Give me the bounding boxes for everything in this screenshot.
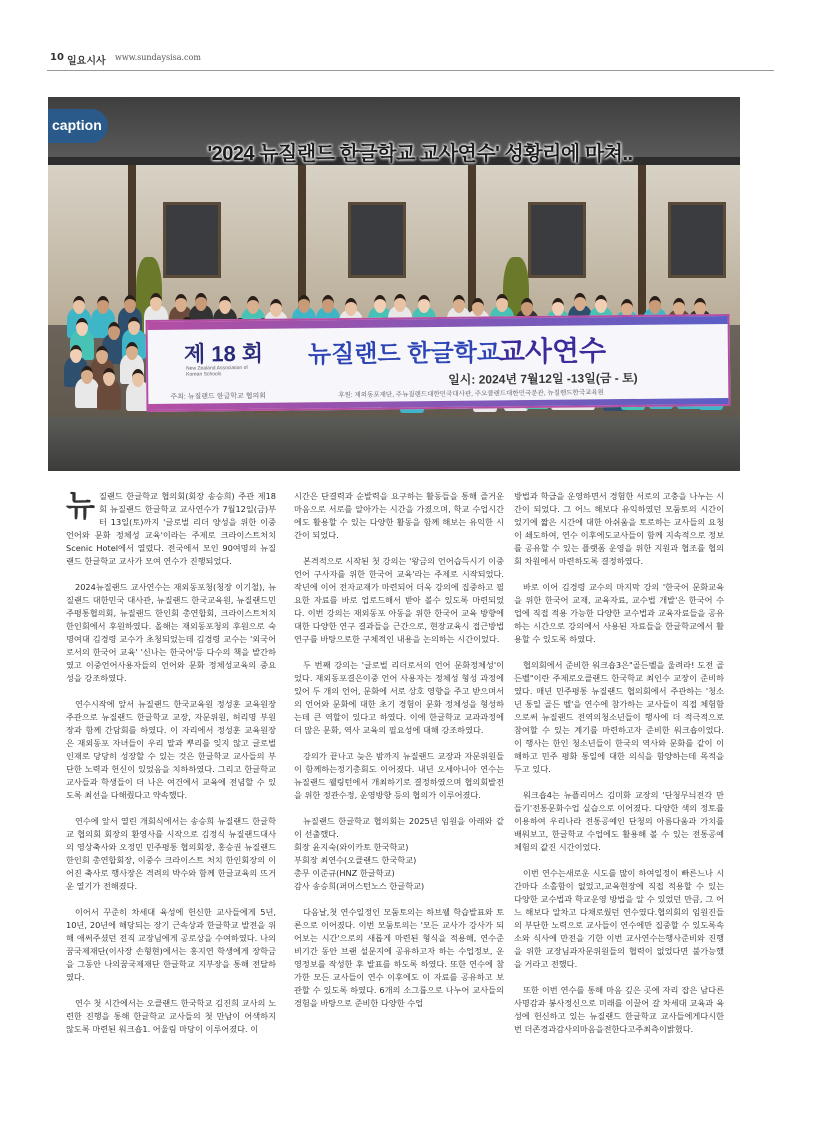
crowd-person-face	[175, 294, 187, 312]
article-paragraph: 2024뉴질랜드 교사연수는 재외동포청(청장 이기철), 뉴질랜드 대한민국 대사관, 뉴질랜드 한국교육원, 뉴질랜드민주평통협의회, 뉴질랜드 한인회 총연합회, 크라이스트처치 한인회에서 후원하였다. 올해는 재외동포청의 후원으로 숙명여대 김경령 교수가 초청되었는데 김경령 교수는 '외국어로서의 한국어 교육' '신나는 한국어'등 다수의 책을 발간하였고 이중언어사용자들의 언어와 문화 정체성교육의 중요성을 강조하였다.	[66, 582, 276, 683]
group-photo	[48, 97, 740, 471]
officer-list	[294, 841, 504, 893]
crowd-person-face	[574, 293, 586, 311]
crowd-person-face	[322, 295, 334, 313]
photo-ground	[48, 417, 740, 471]
article-paragraph: 본격적으로 시작된 첫 강의는 '왕금의 언어습득시기 이중언어 구사자를 위한 한국어 교육'라는 주제로 시작되었다. 작년에 이어 전자교재가 마련되어 더욱 강의에 집중하고 필요한 자료를 바로 업로드해서 받아 볼수 있도록 마련되었다. 이번 강의는 재외동포 아동을 위한 한국어 교육 방향에 대한 다양한 연구 결과들을 근간으로, 현장교육시 접근방법 연구를 바탕으로한 구체적인 내용을 논의하는 시간이었다.	[294, 556, 504, 644]
article-paragraph: 시간은 단결력과 순발력을 요구하는 활동들을 통해 즐거운 마음으로 서로를 알아가는 시간을 가졌으며, 학교 수업시간에도 활용할 수 있는 다양한 활동을 함께 해보는 유익한 시간이 되었다.	[294, 491, 504, 540]
officer-item: 부회장 최연수(오클랜드 한국학교)	[294, 855, 417, 865]
photo-sign	[48, 109, 108, 143]
article-paragraph: 다음날,첫 연수일정인 모둠토의는 하브웰 학습발표와 토론으로 이어졌다. 이번 모둠토의는 '모든 교사가 강사가 되어보는 시간'으로의 새롭게 마련된 형식을 적용해, 연수준비기간 동안 브랜 설문지에 공유하고자 하는 수업정보, 운영정보를 작성한 후 발표를 하도록 하였다. 또한 연수에 참가한 모든 교사들이 연수 이후에도 이 자료를 공유하고 보관할 수 있도록 하였다. 6개의 소그룹으로 나누어 교사들의 경험을 바탕으로 준비한 다양한 수업	[294, 907, 504, 1008]
article-paragraph: 방법과 학급을 운영하면서 경험한 서로의 고충을 나누는 시간이 되었다. 그 어느 해보다 유익하였던 모둠토의 시간이었기에 짧은 시간에 대한 아쉬움을 토로하는 교사들의 요청이 쇄도하여, 연수 이후에도교사들이 함께 지속적으로 정보를 공유할 수 있는 플랫폼 운영을 위한 지원과 협조를 협의회 차원에서 마련하도록 결정하였다.	[514, 491, 724, 566]
page-header	[47, 50, 774, 70]
article-paragraph: 연수에 앞서 열린 개회식에서는 송승희 뉴질랜드 한글학교 협의회 회장의 환영사를 시작으로 김정식 뉴질랜드대사의 영상축사와 오정민 민주평통 협의회장, 홍승권 뉴질랜드 한인회 총연합회장, 이중수 크라이스트 처치 한인회장의 이어진 축사로 행사장은 격려의 박수와 함께 한글교육의 뜨거운 열기가 전해졌다.	[66, 816, 276, 891]
photo-window	[348, 202, 406, 278]
officer-item: 감사 송승희(퍼머스턴노스 한글학교)	[294, 881, 425, 891]
article-paragraph: 뉴질랜드 한글학교 협의회는 2025년 임원을 아래와 같이 선출했다.	[294, 816, 504, 839]
article-body	[66, 490, 726, 1100]
officer-item: 총무 이준규(HNZ 한글학교)	[294, 868, 395, 878]
banner-title-1: 뉴질랜드 한글학교	[307, 339, 501, 369]
article-column-1	[66, 490, 276, 1049]
headline: '2024 뉴질랜드 한글학교 교사연수' 성황리에 마쳐..	[207, 143, 633, 165]
article-paragraph: 강의가 끝나고 늦은 밤까지 뉴질랜드 교장과 자문위원들이 함께하는정기총회도 이어졌다. 내년 오세아니아 연수는 뉴질랜드 웰링턴에서 개최하기로 결정하였으며 협의회발전을 위한 정관수정, 운영방향 등의 협의가 이루어졌다.	[294, 751, 504, 800]
publication-url: www.sundaysisa.com	[115, 53, 201, 62]
article-paragraph: 연수시작에 앞서 뉴질랜드 한국교육원 정성훈 교육원장 주관으로 뉴질랜드 한글학교 교장, 자문위원, 허리명 부원장과 함께 간담회를 하였다. 이 자리에서 정성훈 교육원장은 재외동포 자녀들이 우리 말과 뿌리를 잊지 않고 글로벌 인재로 당당히 성장할 수 있는 것은 한글학교 교사들의 부단한 노력과 헌신이 있었음을 치하하였다. 그리고 한글학교 교사들과 학생들이 더 나은 여건에서 교육에 전념할 수 있도록 최선을 다해줬다고 약속했다.	[66, 699, 276, 800]
officer-item: 회장 윤지숙(와이카토 한국학교)	[294, 842, 409, 852]
banner-date: 일시: 2024년 7월12일 -13일(금 - 토)	[448, 370, 638, 387]
crowd-person-face	[81, 366, 93, 384]
article-paragraph: 워크숍4는 뉴플리머스 김미화 교장의 '단청무늬전각 만들기'전통문화수업 실습으로 이어졌다. 다양한 색의 정토를 이용하여 우리나라 전통공예인 단청의 아름다움과 가치를 배워보고, 한글학교 수업에도 활용해 볼 수 있는 전통공예 체험의 값진 시간이었다.	[514, 790, 724, 852]
header-rule	[47, 70, 774, 71]
photo-window	[668, 202, 726, 278]
crowd-person-face	[70, 345, 82, 363]
crowd-person-face	[128, 317, 140, 335]
banner-subtitle: New Zealand Association of Korean Schools	[186, 364, 248, 378]
article-paragraph: 연수 첫 시간에서는 오클랜드 한국학교 김진희 교사의 노련한 진행을 통해 한글학교 교사들의 첫 만남이 어색하지 않도록 마련된 워크숍1. 어울림 마당이 이루어졌다. 이	[66, 998, 276, 1034]
crowd-person-face	[453, 295, 465, 313]
article-paragraph-text: 질랜드 한글학교 협의회(회장 송승희) 주관 제18회 뉴질랜드 한글학교 교사연수가 7월12일(금)부터 13일(토)까지 '글로벌 리더 양성을 위한 이중언어와 문화 정체성 교육'이라는 주제로 크라이스트처치 Scenic Hotel에서 열렸다. 전국에서 모인 90여명의 뉴질랜드 한글학교 교사가 모여 연수가 진행되었다.	[66, 491, 276, 566]
photo-window	[528, 202, 586, 278]
banner-sponsors: 후원: 재외동포재단, 주뉴질랜드대한민국대사관, 주오클랜드대한민국분관, 뉴질랜드한국교육원	[338, 389, 604, 400]
crowd-person-face	[132, 369, 144, 387]
banner-edition: 제 18 회	[183, 340, 264, 367]
article-paragraph: 또한 이번 연수를 통해 마음 깊은 곳에 자리 잡은 남다른 사명감과 봉사정신으로 미래를 이끌어 갈 차세대 교육과 육성에 헌신하고 있는 뉴질랜드 한글학교 교사들에게다시한 번 더존경과감사의마음을전한다고주최측이밝혔다.	[514, 985, 724, 1034]
crowd-person-face	[219, 296, 231, 314]
crowd-person-face	[195, 293, 207, 311]
article-paragraph: 이어서 꾸준히 차세대 육성에 헌신한 교사들에게 5년, 10년, 20년에 해당되는 장기 근속상과 한글학교 발전을 위해 애써주셨던 전직 교장님에게 공로상을 수여하였다. 나의꿈국제재단(이사장 손형현)에서는 홍지연 학생에게 장학금을 그동안 나의꿈국제재단 한글학교 지부장을 통해 전달하였다.	[66, 907, 276, 982]
crowd-person-face	[649, 296, 661, 314]
crowd-person-face	[150, 293, 162, 311]
article-column-2	[294, 490, 504, 1023]
article-paragraph	[66, 490, 276, 568]
banner-title-2: 교사연수	[497, 335, 607, 368]
banner-host: 주최: 뉴질랜드 한글학교 협의회	[170, 392, 267, 401]
publication-name: 일요시사	[67, 56, 106, 67]
page-number: 10	[50, 52, 64, 63]
article-paragraph: 협의회에서 준비한 워크숍3은"골든벨을 울려라! 도전 골든벨"이란 주제로오클랜드 한국학교 최인수 교장이 준비하였다. 매년 민주평통 뉴질랜드 협의회에서 주관하는 '청소년 통일 골든 벨'을 연수에 참가하는 교사들이 직접 체험함으로써 뉴질랜드 전역의청소년들이 행사에 더 적극적으로 참여할 수 있는 계기를 마련하고자 준비한 워크숍이었다. 이 행사는 한인 청소년들이 한국의 역사와 문화를 같이 이해하고 민주 평화 통일에 대한 의식을 함양하는데 목적을 두고 있다.	[514, 660, 724, 774]
crowd-person-face	[270, 299, 282, 317]
photo-sign-text: caption	[52, 117, 102, 133]
article-paragraph: 이번 연수는새로운 시도를 많이 하여일정이 빠른느나 시간마다 소홀함이 없었고,교육현장에 직접 적용할 수 있는 다양한 교수법과 학교운영 방법을 알 수 있었던 만큼, 그 어느 해보다 알차고 다채로웠던 연수였다.협의회의 임원진들의 부단한 노력으로 교사들이 연수에만 집중할 수 있도록속소와 식사에 만전을 기한 이번 교사연수는행사준비와 진행을 위한 교장님과자문위원들의 협력이 없었다면 불가능했을 거라고 전했다.	[514, 868, 724, 969]
article-column-3	[514, 490, 724, 1049]
drop-cap: 뉴	[66, 489, 95, 524]
article-paragraph: 두 번째 강의는 '글로벌 리더로서의 언어 문화정체성'이었다. 재외동포결은이중 언어 사용자는 정체성 형성 과정에 있어 두 개의 언어, 문화에 서로 상호 영향을 주고 받으며서의 언어와 문화에 대한 초기 경험이 문화 정체성을 형성하는데 큰 역할이 있다고 하였다. 이에 한글학교 교과과정에 더 많은 문화, 역사 교육의 필요성에 대해 강조하였다.	[294, 660, 504, 735]
crowd-person-face	[694, 298, 706, 316]
article-paragraph: 바로 이어 김경령 교수의 마지막 강의 '한국어 문화교육을 위한 한국어 교재, 교육자료, 교수법 개발'은 한국어 수업에 직접 적용 가능한 다양한 교수법과 교육자료들을 공유하는 시간으로 강의에서 사용된 자료들을 한글학교에서 활용할 수 있도록 하였다.	[514, 582, 724, 644]
event-banner	[146, 314, 731, 412]
crowd-person-face	[521, 298, 533, 316]
crowd-person-face	[496, 294, 508, 312]
crowd-person-face	[108, 322, 120, 340]
photo-window	[163, 202, 221, 278]
